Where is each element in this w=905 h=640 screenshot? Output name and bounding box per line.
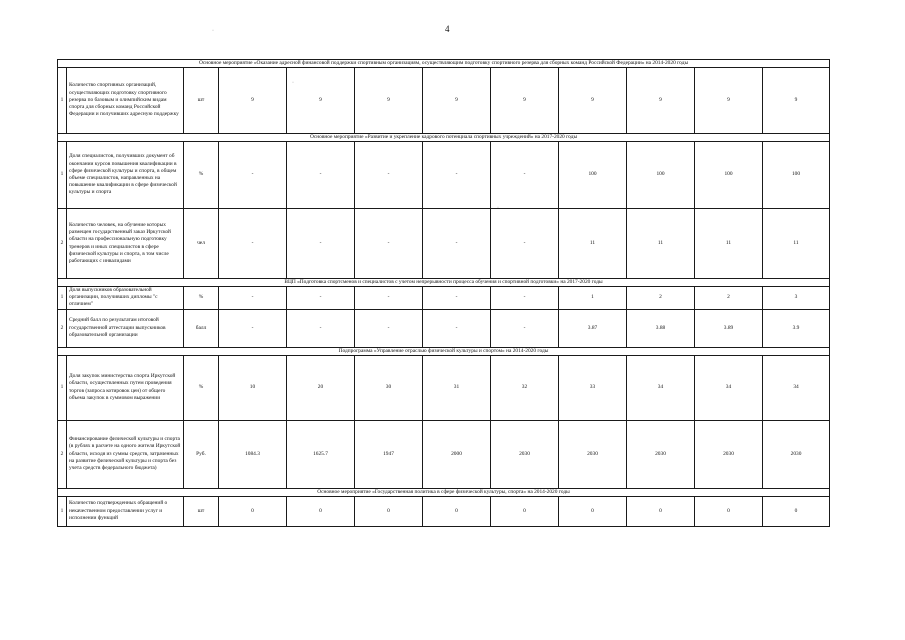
value-cell: 100 xyxy=(695,142,763,209)
indicator-name: Доля выпускников образовательной организации, получивших дипломы "с отличием" xyxy=(67,287,184,310)
value-cell: 9 xyxy=(559,68,627,134)
section-title: Основное мероприятие «Оказание адресной финансовой поддержки спортивным организациям, осуществляющим подготовку спортивного резерва для сборных команд Российской Федерации» на 2014-2020 годы xyxy=(58,60,830,68)
value-cell: 33 xyxy=(559,355,627,420)
row-number: 1 xyxy=(58,142,67,209)
value-cell: - xyxy=(287,142,355,209)
value-cell: 31 xyxy=(423,355,491,420)
value-cell: 100 xyxy=(559,142,627,209)
value-cell: 20 xyxy=(287,355,355,420)
row-number: 2 xyxy=(58,209,67,279)
value-cell: - xyxy=(219,287,287,310)
value-cell: - xyxy=(355,309,423,347)
value-cell: 0 xyxy=(695,496,763,526)
section-header-row xyxy=(58,60,830,68)
indicator-name: Средний балл по результатам итоговой государственной аттестации выпускников образовательной организации xyxy=(67,309,184,347)
value-cell: 2030 xyxy=(763,420,830,488)
unit-cell: шт xyxy=(184,496,219,526)
table-row xyxy=(58,68,830,134)
indicator-name: Количество подтвержденных обращений о некачественном предоставлении услуг и исполнении функций xyxy=(67,496,184,526)
value-cell: 2030 xyxy=(627,420,695,488)
value-cell: 1 xyxy=(559,287,627,310)
value-cell: 9 xyxy=(695,68,763,134)
value-cell: 2000 xyxy=(423,420,491,488)
value-cell: 100 xyxy=(627,142,695,209)
value-cell: - xyxy=(287,287,355,310)
value-cell: 34 xyxy=(763,355,830,420)
table-row xyxy=(58,209,830,279)
row-number: 1 xyxy=(58,355,67,420)
scan-speck: · xyxy=(497,205,499,211)
value-cell: 9 xyxy=(219,68,287,134)
indicator-name: Количество человек, на обучение которых размещен государственный заказ Иркутской области на профессиональную подготовку тренеров и иных специалистов в сфере физической культуры и спорта, в том числе работающих с инвалидами xyxy=(67,209,184,279)
value-cell: - xyxy=(287,309,355,347)
scan-speck: · xyxy=(292,80,294,86)
value-cell: 0 xyxy=(423,496,491,526)
value-cell: 1084.3 xyxy=(219,420,287,488)
section-title: ВЦП «Подготовка спортсменов и специалистов с учетом непрерывности процесса обучения и спортивной подготовки» на 2017-2020 годы xyxy=(58,279,830,287)
value-cell: - xyxy=(423,287,491,310)
value-cell: 100 xyxy=(763,142,830,209)
value-cell: 1947 xyxy=(355,420,423,488)
value-cell: - xyxy=(355,209,423,279)
value-cell: 34 xyxy=(695,355,763,420)
row-number: 1 xyxy=(58,287,67,310)
value-cell: 11 xyxy=(695,209,763,279)
row-number: 2 xyxy=(58,309,67,347)
row-number: 2 xyxy=(58,420,67,488)
value-cell: - xyxy=(355,142,423,209)
unit-cell: чел xyxy=(184,209,219,279)
value-cell: 0 xyxy=(627,496,695,526)
table-row xyxy=(58,142,830,209)
value-cell: 0 xyxy=(355,496,423,526)
value-cell: 2 xyxy=(695,287,763,310)
value-cell: 2030 xyxy=(491,420,559,488)
table-row xyxy=(58,309,830,347)
section-title: Подпрограмма «Управление отраслью физической культуры и спортом» на 2014-2020 годы xyxy=(58,347,830,355)
indicators-table xyxy=(57,59,830,527)
table-body xyxy=(58,60,830,527)
indicator-name: Доля закупок министерства спорта Иркутской области, осуществленных путем проведения торгов (запроса котировок цен) от общего объема закупок в суммовом выражении xyxy=(67,355,184,420)
value-cell: - xyxy=(491,209,559,279)
value-cell: 11 xyxy=(763,209,830,279)
value-cell: 0 xyxy=(219,496,287,526)
indicator-name: Доля специалистов, получивших документ об окончании курсов повышения квалификации в сфере физической культуры и спорта, в общем объеме специалистов, направленных на повышение квалификации в сфере физической культуры и спорта xyxy=(67,142,184,209)
section-title: Основное мероприятие «Государственная политика в сфере физической культуры, спорта» на 2014-2020 годы xyxy=(58,488,830,496)
row-number: 1 xyxy=(58,68,67,134)
value-cell: - xyxy=(219,142,287,209)
value-cell: 1625.7 xyxy=(287,420,355,488)
value-cell: 3.88 xyxy=(627,309,695,347)
section-title: Основное мероприятие «Развитие и укрепление кадрового потенциала спортивных учреждений» на 2017-2020 годы xyxy=(58,134,830,142)
unit-cell: % xyxy=(184,355,219,420)
value-cell: 0 xyxy=(287,496,355,526)
table-row xyxy=(58,420,830,488)
table-row xyxy=(58,287,830,310)
section-header-row xyxy=(58,488,830,496)
value-cell: 2030 xyxy=(559,420,627,488)
value-cell: 9 xyxy=(491,68,559,134)
indicator-name: Финансирование физической культуры и спорта (в рублях в расчете на одного жителя Иркутской области, исходя из суммы средств, затраченных на развитие физической культуры и спорта без учета средств федерального бюджета) xyxy=(67,420,184,488)
value-cell: - xyxy=(423,209,491,279)
unit-cell: балл xyxy=(184,309,219,347)
value-cell: 9 xyxy=(627,68,695,134)
value-cell: - xyxy=(491,287,559,310)
scan-speck: · xyxy=(212,28,214,34)
unit-cell: % xyxy=(184,142,219,209)
table-row xyxy=(58,496,830,526)
value-cell: 30 xyxy=(355,355,423,420)
value-cell: 9 xyxy=(287,68,355,134)
row-number: 1 xyxy=(58,496,67,526)
value-cell: 3.87 xyxy=(559,309,627,347)
table-row xyxy=(58,355,830,420)
value-cell: 32 xyxy=(491,355,559,420)
value-cell: 9 xyxy=(355,68,423,134)
value-cell: 2030 xyxy=(695,420,763,488)
value-cell: - xyxy=(219,309,287,347)
section-header-row xyxy=(58,347,830,355)
value-cell: 0 xyxy=(559,496,627,526)
indicator-name: Количество спортивных организаций, осуществляющих подготовку спортивного резерва по базовым и олимпийским видам спорта для сборных команд Российской Федерации и получивших адресную поддержку xyxy=(67,68,184,134)
value-cell: - xyxy=(491,142,559,209)
value-cell: - xyxy=(219,209,287,279)
value-cell: - xyxy=(491,309,559,347)
value-cell: 2 xyxy=(627,287,695,310)
value-cell: 3.89 xyxy=(695,309,763,347)
value-cell: 9 xyxy=(423,68,491,134)
value-cell: - xyxy=(287,209,355,279)
section-header-row xyxy=(58,134,830,142)
value-cell: 9 xyxy=(763,68,830,134)
unit-cell: % xyxy=(184,287,219,310)
value-cell: - xyxy=(423,142,491,209)
value-cell: 3 xyxy=(763,287,830,310)
value-cell: 0 xyxy=(763,496,830,526)
value-cell: 10 xyxy=(219,355,287,420)
section-header-row xyxy=(58,279,830,287)
value-cell: 0 xyxy=(491,496,559,526)
value-cell: 3.9 xyxy=(763,309,830,347)
unit-cell: шт xyxy=(184,68,219,134)
value-cell: - xyxy=(355,287,423,310)
unit-cell: Руб. xyxy=(184,420,219,488)
value-cell: 11 xyxy=(627,209,695,279)
value-cell: - xyxy=(423,309,491,347)
value-cell: 11 xyxy=(559,209,627,279)
page-number: 4 xyxy=(445,24,450,34)
value-cell: 34 xyxy=(627,355,695,420)
